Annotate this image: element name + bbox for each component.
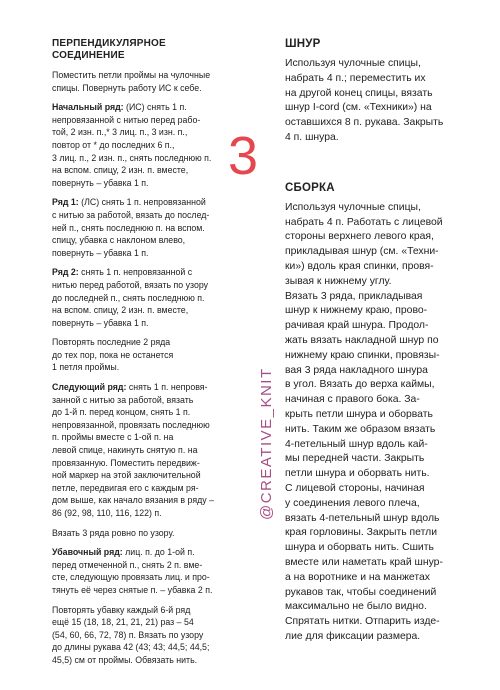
paragraph-text: снять 1 п. непровя- занной с нитью за работой, вязать до 1-й п. перед концом, снять 1 п. непровязанной, провязать последнюю п. проймы вместе с 1-ой п. на левой спице, накинуть снятую п. на провязанную. Поместить передвиж- ной маркер на этой заключительной петле, передвигая его с каждым ря- дом выше, как начало вязания в ряду – 86 (92, 98, 110, 116, 122) п. <box>52 382 214 518</box>
paragraph <box>52 381 242 520</box>
paragraph-lead: Ряд 2: <box>52 267 79 278</box>
cord-text: Используя чулочные спицы, набрать 4 п.; переместить их на другой конец спицы, вязать шнур I-cord (см. «Техники») на оставшихся 8 п. рукава. Закрыть 4 п. шнура. <box>285 58 444 143</box>
paragraph-lead: Следующий ряд: <box>52 382 127 393</box>
paragraph <box>52 604 242 667</box>
paragraph-text: лиц. п. до 1-ой п. перед отмеченной п., снять 2 п. вме- сте, следующую провязать лиц. и про- тянуть её через снятые п. – убавка 2 п. <box>52 547 213 595</box>
paragraph <box>52 69 242 94</box>
paragraph-lead: Ряд 1: <box>52 197 79 208</box>
left-paragraphs <box>52 69 242 667</box>
paragraph-lead: Начальный ряд: <box>52 102 124 113</box>
paragraph-text: (ИС) снять 1 п. непровязанной с нитью перед рабо- той, 2 изн. п.,* 3 лиц. п., 3 изн. п., повтор от * до последних 6 п., 3 лиц. п., 2 изн. п., снять последнюю п. на вспом. спицу, 2 изн. п. вместе, повернуть – убавка 1 п. <box>52 102 212 188</box>
assembly-text: Используя чулочные спицы, набрать 4 п. Работать с лицевой стороны верхнего левого края, прикладывая шнур (см. «Техни- ки») вдоль края спинки, провя- зывая к нижнему углу. Вязать 3 ряда, прикладывая шнур к нижнему краю, прово- рачивая край шнура. Продол- жать вязать накладной шнур по нижнему краю спинки, провязы- вая 3 ряда накладного шнура в угол. Вязать до верха каймы, начиная с правого бока. За- крыть петли шнура и оборвать нить. Таким же образом вязать 4-петельный шнур вдоль кай- мы передней части. Закрыть петли шнура и оборвать нить. С лицевой стороны, начиная у соединения левого плеча, вязать 4-петельный шнур вдоль края горловины. Закрыть петли шнура и оборвать нить. Сшить вместе или наметать край шнур- а на воротнике и на манжетах рукавов так, чтобы соединений максимально не было видно. Спрятать нитки. Отпарить изде- лие для фиксации размера. <box>285 201 443 642</box>
paragraph-text: Повторять убавку каждый 6-й ряд ещё 15 (18, 18, 21, 21, 21) раз – 54 (54, 60, 66, 72, 78) п. Вязать по узору до длины рукава 42 (43; 43; 44,5; 44,5; 45,5) см от проймы. Обвязать нить. <box>52 604 210 665</box>
paragraph-text: снять 1 п. непровязанной с нитью перед работой, вязать по узору до последней п., снять последнюю п. на вспом. спицу, 2 изн. п. вместе, повернуть – убавка 1 п. <box>52 267 209 328</box>
watermark-text: @CREATIVE_KNIT <box>258 367 275 520</box>
paragraph <box>52 336 242 374</box>
paragraph-lead: Убавочный ряд: <box>52 547 123 558</box>
left-column <box>52 38 242 674</box>
section-title-cord: ШНУР <box>285 38 321 50</box>
paragraph <box>52 196 242 259</box>
paragraph <box>52 546 242 596</box>
right-column <box>285 38 475 645</box>
paragraph <box>52 101 242 189</box>
paragraph <box>52 266 242 329</box>
section-title-perpendicular-join: ПЕРПЕНДИКУЛЯРНОЕ СОЕДИНЕНИЕ <box>52 38 166 61</box>
paragraph-text: Поместить петли проймы на чулочные спицы. Повернуть работу ИС к себе. <box>52 70 211 93</box>
section-spacer <box>285 146 475 182</box>
section-title-assembly: СБОРКА <box>285 181 335 194</box>
paragraph-text: Вязать 3 ряда ровно по узору. <box>52 527 175 538</box>
paragraph-text: Повторять последние 2 ряда до тех пор, пока не останется 1 петля проймы. <box>52 337 174 373</box>
paragraph-text: (ЛС) снять 1 п. непровязанной с нитью за работой, вязать до послед- ней п., снять последнюю п. на вспом. спицу, убавка с наклоном влево, повернуть – убавка 1 п. <box>52 197 210 258</box>
paragraph <box>52 527 242 540</box>
step-number: 3 <box>228 126 259 186</box>
